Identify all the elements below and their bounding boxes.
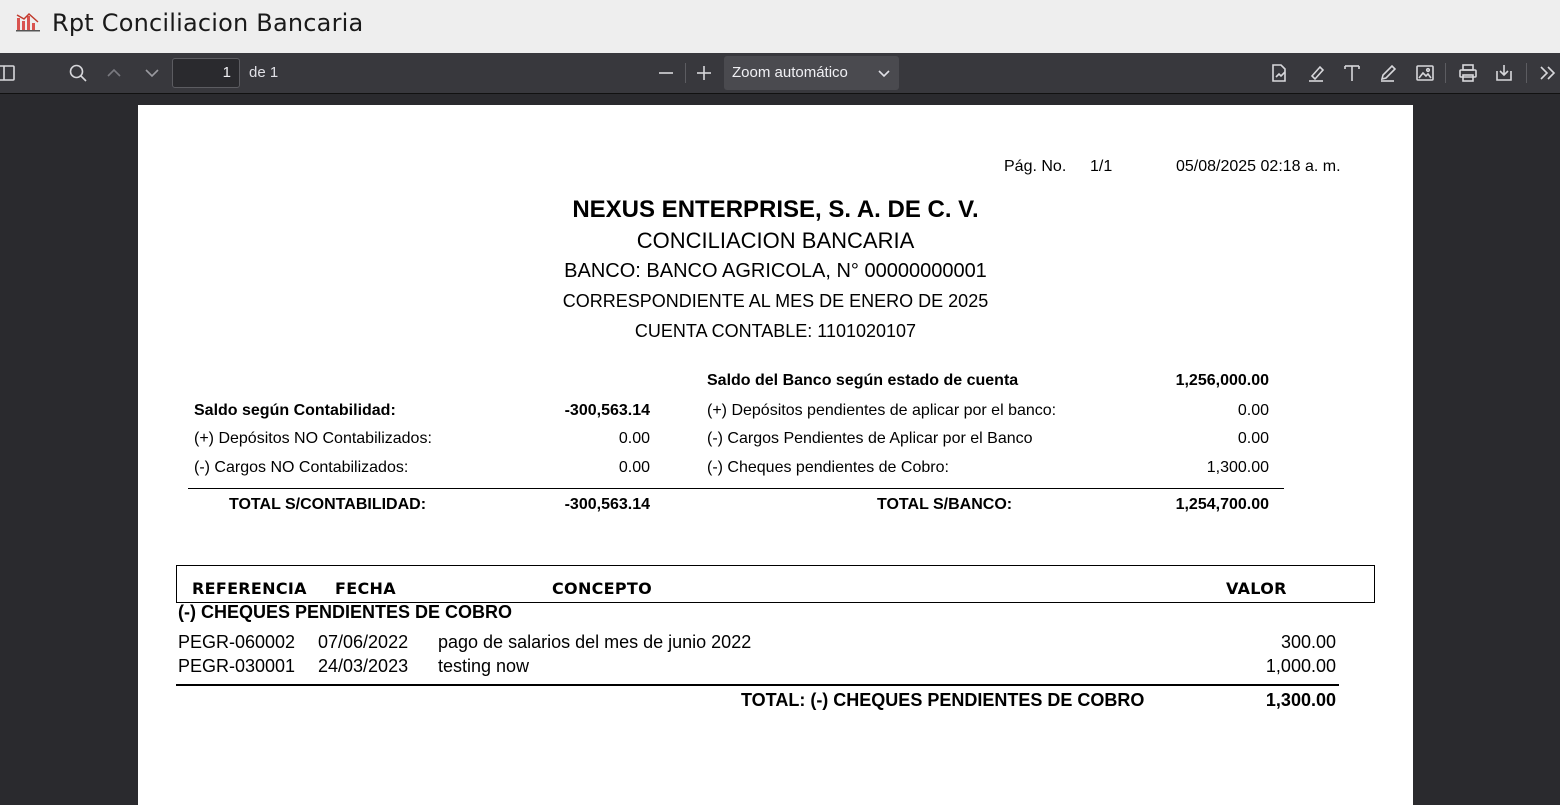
- pending-checks-label: (-) Cheques pendientes de Cobro:: [707, 459, 949, 476]
- book-deposits-value: 0.00: [618, 430, 650, 447]
- zoom-select-value: Zoom automático: [732, 64, 848, 81]
- bank-total-value: 1,254,700.00: [1175, 496, 1269, 513]
- book-balance-value: -300,563.14: [564, 402, 650, 419]
- toolbar-separator: [1445, 63, 1446, 83]
- search-icon[interactable]: [66, 61, 90, 85]
- page-value: 1/1: [1090, 158, 1113, 175]
- more-tools-icon[interactable]: [1535, 61, 1559, 85]
- bank-total-label: TOTAL S/BANCO:: [877, 496, 1013, 513]
- book-total-label: TOTAL S/CONTABILIDAD:: [229, 496, 427, 513]
- pdf-toolbar: [0, 53, 1560, 94]
- bank-balance-value: 1,256,000.00: [1175, 372, 1269, 389]
- row-concepto: pago de salarios del mes de junio 2022: [438, 632, 752, 652]
- row-ref: PEGR-030001: [178, 656, 296, 676]
- row-fecha: 24/03/2023: [318, 656, 409, 676]
- text-icon[interactable]: [1340, 61, 1364, 85]
- table-divider: [176, 684, 1339, 686]
- bank-balance-label: Saldo del Banco según estado de cuenta: [707, 372, 1019, 389]
- book-charges-value: 0.00: [618, 459, 650, 476]
- book-deposits-label: (+) Depósitos NO Contabilizados:: [194, 430, 432, 447]
- window-title: Rpt Conciliacion Bancaria: [52, 9, 364, 37]
- row-ref: PEGR-060002: [178, 632, 296, 652]
- period-info: CORRESPONDIENTE AL MES DE ENERO DE 2025: [562, 291, 989, 311]
- page-count-label: de 1: [249, 64, 279, 81]
- table-total-label: TOTAL: (-) CHEQUES PENDIENTES DE COBRO: [741, 690, 1145, 710]
- draw-icon[interactable]: [1376, 61, 1400, 85]
- zoom-in-icon[interactable]: [692, 61, 716, 85]
- bank-charges-label: (-) Cargos Pendientes de Aplicar por el Banco: [707, 430, 1033, 447]
- report-icon: [16, 12, 40, 32]
- toolbar-separator: [1526, 63, 1527, 83]
- highlight-icon[interactable]: [1304, 61, 1328, 85]
- save-icon[interactable]: [1492, 61, 1516, 85]
- sign-icon[interactable]: [1267, 61, 1291, 85]
- report-page: [138, 105, 1413, 805]
- sidebar-toggle-icon[interactable]: [0, 61, 18, 85]
- account-info: CUENTA CONTABLE: 1101020107: [634, 321, 917, 341]
- bank-info: BANCO: BANCO AGRICOLA, N° 00000000001: [564, 260, 987, 282]
- section-title: (-) CHEQUES PENDIENTES DE COBRO: [178, 602, 513, 622]
- summary-divider: [188, 488, 1284, 489]
- row-fecha: 07/06/2022: [318, 632, 409, 652]
- print-icon[interactable]: [1456, 61, 1480, 85]
- chevron-down-icon: [877, 66, 891, 80]
- toolbar-separator: [685, 63, 686, 83]
- book-charges-label: (-) Cargos NO Contabilizados:: [194, 459, 409, 476]
- bank-deposits-value: 0.00: [1237, 402, 1269, 419]
- row-concepto: testing now: [438, 656, 530, 676]
- table-total-value: 1,300.00: [1265, 690, 1336, 710]
- book-balance-label: Saldo según Contabilidad:: [194, 402, 396, 419]
- column-header-ref: REFERENCIA: [192, 579, 307, 598]
- report-title: CONCILIACION BANCARIA: [636, 228, 915, 253]
- column-header-fecha: FECHA: [335, 579, 396, 598]
- column-header-valor: VALOR: [1226, 579, 1287, 598]
- image-icon[interactable]: [1413, 61, 1437, 85]
- pending-checks-value: 1,300.00: [1206, 459, 1269, 476]
- zoom-select[interactable]: [724, 56, 899, 90]
- book-total-value: -300,563.14: [564, 496, 650, 513]
- chevron-down-icon[interactable]: [140, 61, 164, 85]
- page-number-input[interactable]: 1: [172, 58, 240, 88]
- row-valor: 300.00: [1280, 632, 1336, 652]
- zoom-out-icon[interactable]: [654, 61, 678, 85]
- report-datetime: 05/08/2025 02:18 a. m.: [1176, 158, 1341, 175]
- bank-charges-value: 0.00: [1237, 430, 1269, 447]
- page-label: Pág. No.: [1004, 158, 1067, 175]
- column-header-concepto: CONCEPTO: [552, 579, 653, 598]
- chevron-up-icon[interactable]: [102, 61, 126, 85]
- company-name: NEXUS ENTERPRISE, S. A. DE C. V.: [572, 196, 979, 223]
- window-titlebar: [0, 0, 1560, 53]
- bank-deposits-label: (+) Depósitos pendientes de aplicar por el banco:: [707, 402, 1057, 419]
- row-valor: 1,000.00: [1265, 656, 1336, 676]
